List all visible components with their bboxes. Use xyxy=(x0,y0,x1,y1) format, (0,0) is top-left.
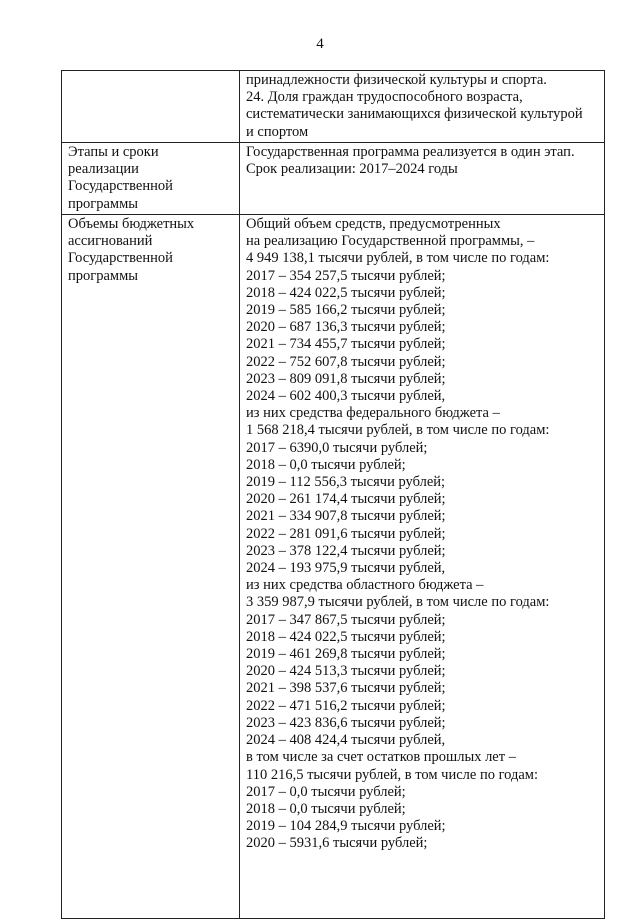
parameter-value-line: 2017 – 347 867,5 тысячи рублей; xyxy=(246,611,446,628)
parameter-value-line: 2021 – 334 907,8 тысячи рублей; xyxy=(246,508,446,525)
parameter-value-line: 2020 – 5931,6 тысячи рублей; xyxy=(246,835,428,852)
parameter-value-line: 2020 – 261 174,4 тысячи рублей; xyxy=(246,491,446,508)
parameter-name-line: ассигнований xyxy=(68,233,153,250)
parameter-value-line: 2024 – 408 424,4 тысячи рублей, xyxy=(246,732,446,749)
parameter-value-line: 2021 – 734 455,7 тысячи рублей; xyxy=(246,336,446,353)
table-body xyxy=(62,71,605,919)
parameter-value-line: 2017 – 6390,0 тысячи рублей; xyxy=(246,439,428,456)
parameter-name-line: программы xyxy=(68,195,138,212)
parameter-value-line: Государственная программа реализуется в один этап. xyxy=(246,144,575,160)
parameter-name-cell xyxy=(62,143,240,215)
page-number: 4 xyxy=(316,36,324,52)
parameter-value-line: 2023 – 809 091,8 тысячи рублей; xyxy=(246,370,446,387)
parameter-name-cell xyxy=(62,71,240,143)
parameter-value-line: 2022 – 281 091,6 тысячи рублей; xyxy=(246,525,446,542)
parameter-value-line: 2020 – 687 136,3 тысячи рублей; xyxy=(246,319,446,336)
parameter-value-line: 2018 – 424 022,5 тысячи рублей; xyxy=(246,284,446,301)
parameter-value-line: 2018 – 0,0 тысячи рублей; xyxy=(246,456,406,473)
parameter-value-cell xyxy=(240,143,605,215)
parameter-value-line: 2022 – 752 607,8 тысячи рублей; xyxy=(246,353,446,370)
parameter-value-line: 4 949 138,1 тысячи рублей, в том числе по годам: xyxy=(246,250,550,267)
parameter-value-line: 2019 – 112 556,3 тысячи рублей; xyxy=(246,474,446,491)
parameter-name-line: Объемы бюджетных xyxy=(68,216,195,232)
parameter-value-line: 3 359 987,9 тысячи рублей, в том числе по годам: xyxy=(246,594,550,611)
parameter-value-line: из них средства областного бюджета – xyxy=(246,577,484,594)
parameter-value-line: 2018 – 0,0 тысячи рублей; xyxy=(246,800,406,817)
parameter-value-line: 2024 – 602 400,3 тысячи рублей, xyxy=(246,388,446,405)
parameter-value-line: на реализацию Государственной программы, – xyxy=(246,233,535,250)
parameter-value-line: 24. Доля граждан трудоспособного возраста, xyxy=(246,89,523,106)
parameter-value-line: 2017 – 354 257,5 тысячи рублей; xyxy=(246,267,446,284)
table-row xyxy=(62,143,605,215)
parameter-value-line: систематически занимающихся физической культурой xyxy=(246,106,583,123)
parameter-value-line: Общий объем средств, предусмотренных xyxy=(246,216,501,232)
parameter-value-line: 1 568 218,4 тысячи рублей, в том числе по годам: xyxy=(246,422,550,439)
table-row xyxy=(62,215,605,919)
parameter-value-line: 2024 – 193 975,9 тысячи рублей, xyxy=(246,560,446,577)
parameter-value-line: 2023 – 423 836,6 тысячи рублей; xyxy=(246,714,446,731)
parameter-value-line: в том числе за счет остатков прошлых лет – xyxy=(246,749,516,766)
program-passport-table xyxy=(61,70,605,919)
parameter-value-cell xyxy=(240,215,605,919)
parameter-name-line: Государственной xyxy=(68,250,173,267)
parameter-name-cell xyxy=(62,215,240,919)
parameter-name-line: Этапы и сроки xyxy=(68,144,159,160)
parameter-value-line: 2020 – 424 513,3 тысячи рублей; xyxy=(246,663,446,680)
parameter-name-line: реализации xyxy=(68,161,139,178)
parameter-value-line: принадлежности физической культуры и спорта. xyxy=(246,72,547,88)
parameter-name-line: программы xyxy=(68,267,138,284)
parameter-value-cell xyxy=(240,71,605,143)
parameter-value-line: Срок реализации: 2017–2024 годы xyxy=(246,161,458,178)
parameter-value-line: 2021 – 398 537,6 тысячи рублей; xyxy=(246,680,446,697)
parameter-value-line: 2019 – 104 284,9 тысячи рублей; xyxy=(246,818,446,835)
parameter-name-line: Государственной xyxy=(68,178,173,195)
parameter-value-line: 2023 – 378 122,4 тысячи рублей; xyxy=(246,542,446,559)
parameter-value-line: из них средства федерального бюджета – xyxy=(246,405,500,422)
parameter-value-line: и спортом xyxy=(246,123,309,140)
table-row xyxy=(62,71,605,143)
parameter-value-line: 2019 – 585 166,2 тысячи рублей; xyxy=(246,302,446,319)
parameter-value-line: 2019 – 461 269,8 тысячи рублей; xyxy=(246,646,446,663)
parameter-value-line: 2018 – 424 022,5 тысячи рублей; xyxy=(246,628,446,645)
parameter-value-line: 2017 – 0,0 тысячи рублей; xyxy=(246,783,406,800)
parameter-value-line: 2022 – 471 516,2 тысячи рублей; xyxy=(246,697,446,714)
parameter-value-line: 110 216,5 тысячи рублей, в том числе по годам: xyxy=(246,766,539,783)
